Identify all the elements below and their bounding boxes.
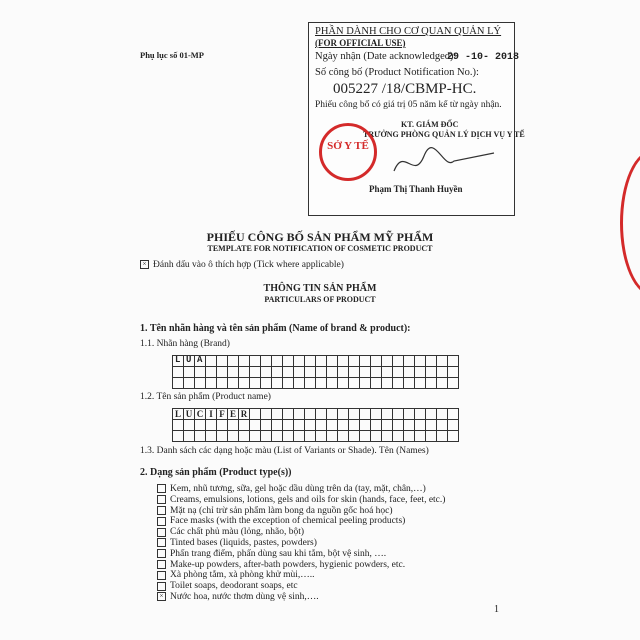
grid-cell[interactable] [382, 420, 393, 431]
grid-cell[interactable] [305, 409, 316, 420]
product-type-label: Creams, emulsions, lotions, gels and oils for skin (hands, face, feet, etc.) [170, 494, 446, 505]
grid-cell[interactable] [437, 431, 448, 442]
grid-cell[interactable] [371, 409, 382, 420]
brand-grid[interactable] [172, 355, 459, 389]
grid-cell[interactable] [415, 367, 426, 378]
grid-cell[interactable] [426, 367, 437, 378]
product-type-option[interactable] [157, 484, 426, 494]
grid-cell[interactable] [360, 420, 371, 431]
grid-cell[interactable] [426, 431, 437, 442]
page-title: PHIẾU CÔNG BỐ SẢN PHẨM MỸ PHẨM [206, 230, 434, 244]
grid-cell[interactable] [195, 420, 206, 431]
signer-title: KT. GIÁM ĐỐC [401, 120, 459, 129]
checkbox-icon: × [140, 260, 149, 269]
grid-cell[interactable] [261, 356, 272, 367]
grid-cell[interactable] [239, 431, 250, 442]
section-title: THÔNG TIN SẢN PHẨM [263, 283, 377, 294]
grid-cell[interactable] [316, 356, 327, 367]
grid-cell[interactable] [393, 367, 404, 378]
grid-cell[interactable] [382, 378, 393, 389]
variants-label: 1.3. Danh sách các dạng hoặc màu (List of Variants or Shade). Tên (Names) [140, 446, 429, 456]
grid-cell[interactable] [184, 378, 195, 389]
grid-cell[interactable] [349, 356, 360, 367]
grid-cell[interactable] [437, 378, 448, 389]
grid-cell[interactable] [217, 420, 228, 431]
grid-cell[interactable] [338, 420, 349, 431]
date-label: Ngày nhận (Date acknowledged): [315, 51, 457, 62]
product-type-label: Tinted bases (liquids, pastes, powders) [170, 538, 317, 548]
grid-cell[interactable] [371, 367, 382, 378]
product-type-label: Make-up powders, after-bath powders, hygienic powders, etc. [170, 559, 406, 570]
grid-cell[interactable] [239, 356, 250, 367]
checkbox-icon[interactable] [157, 528, 166, 537]
grid-cell[interactable] [327, 409, 338, 420]
grid-cell[interactable] [415, 356, 426, 367]
grid-cell[interactable] [184, 367, 195, 378]
grid-cell[interactable] [250, 356, 261, 367]
grid-cell[interactable] [261, 367, 272, 378]
grid-cell[interactable] [371, 356, 382, 367]
grid-cell[interactable] [349, 367, 360, 378]
grid-cell[interactable] [305, 420, 316, 431]
signer-name: Phạm Thị Thanh Huyền [369, 184, 463, 194]
grid-cell[interactable] [305, 431, 316, 442]
grid-cell[interactable] [316, 378, 327, 389]
grid-cell[interactable] [437, 409, 448, 420]
tick-note [140, 260, 344, 270]
grid-cell[interactable] [294, 420, 305, 431]
grid-cell[interactable] [404, 420, 415, 431]
grid-cell[interactable] [195, 367, 206, 378]
checkbox-icon[interactable] [157, 517, 166, 526]
grid-cell[interactable] [393, 420, 404, 431]
grid-cell[interactable] [426, 420, 437, 431]
grid-cell[interactable] [228, 356, 239, 367]
product-type-label: Xà phòng tắm, xà phòng khử mùi,….. [170, 570, 315, 581]
grid-cell[interactable]: L [173, 409, 184, 420]
grid-cell[interactable] [206, 431, 217, 442]
number-label: Số công bố (Product Notification No.): [315, 67, 479, 78]
official-stamp: SỞ Y TẾ [319, 123, 377, 181]
grid-cell[interactable] [382, 367, 393, 378]
official-heading: PHẦN DÀNH CHO CƠ QUAN QUẢN LÝ [315, 26, 502, 37]
grid-cell[interactable] [272, 431, 283, 442]
grid-cell[interactable] [294, 367, 305, 378]
grid-cell[interactable] [228, 378, 239, 389]
grid-cell[interactable] [448, 409, 459, 420]
validity-note: Phiếu công bố có giá trị 05 năm kể từ ngày nhận. [315, 100, 502, 110]
product-type-option[interactable] [157, 592, 319, 602]
grid-cell[interactable] [316, 431, 327, 442]
grid-cell[interactable] [404, 409, 415, 420]
grid-cell[interactable] [294, 356, 305, 367]
grid-cell[interactable] [217, 431, 228, 442]
grid-cell[interactable] [250, 367, 261, 378]
grid-cell[interactable] [283, 356, 294, 367]
checkbox-checked-icon[interactable]: × [157, 592, 166, 601]
checkbox-icon[interactable] [157, 571, 166, 580]
grid-cell[interactable] [360, 409, 371, 420]
grid-cell[interactable] [217, 378, 228, 389]
grid-cell[interactable] [294, 409, 305, 420]
grid-cell[interactable]: F [217, 409, 228, 420]
grid-cell[interactable] [206, 367, 217, 378]
grid-cell[interactable] [316, 409, 327, 420]
checkbox-icon[interactable] [157, 538, 166, 547]
product-type-option[interactable] [157, 570, 314, 580]
grid-cell[interactable] [382, 409, 393, 420]
grid-cell[interactable] [404, 378, 415, 389]
grid-cell[interactable] [305, 367, 316, 378]
grid-cell[interactable] [338, 367, 349, 378]
grid-cell[interactable] [415, 409, 426, 420]
grid-cell[interactable] [404, 431, 415, 442]
grid-cell[interactable] [250, 431, 261, 442]
grid-cell[interactable] [195, 378, 206, 389]
grid-cell[interactable] [250, 420, 261, 431]
grid-cell[interactable] [316, 420, 327, 431]
grid-cell[interactable] [437, 420, 448, 431]
grid-cell[interactable] [228, 420, 239, 431]
grid-cell[interactable] [261, 409, 272, 420]
product-name-grid[interactable] [172, 408, 459, 442]
date-value: 29 -10- 2018 [447, 52, 520, 63]
grid-cell[interactable] [184, 431, 195, 442]
grid-cell[interactable] [371, 378, 382, 389]
product-type-option[interactable] [157, 495, 445, 505]
grid-cell[interactable] [173, 378, 184, 389]
grid-cell[interactable] [283, 420, 294, 431]
grid-cell[interactable] [448, 378, 459, 389]
grid-cell[interactable] [371, 431, 382, 442]
product-type-label: Nước hoa, nước thơm dùng vệ sinh,…. [170, 592, 319, 602]
grid-cell[interactable] [404, 367, 415, 378]
grid-cell[interactable] [228, 431, 239, 442]
grid-cell[interactable]: U [184, 409, 195, 420]
grid-cell[interactable] [250, 378, 261, 389]
grid-cell[interactable] [360, 367, 371, 378]
grid-cell[interactable] [228, 367, 239, 378]
grid-cell[interactable] [239, 367, 250, 378]
grid-cell[interactable] [426, 409, 437, 420]
grid-cell[interactable] [294, 378, 305, 389]
page-number: 1 [494, 604, 499, 615]
official-use-box [308, 22, 525, 216]
product-type-option[interactable] [157, 560, 405, 570]
grid-cell[interactable] [272, 420, 283, 431]
grid-cell[interactable] [415, 431, 426, 442]
grid-cell[interactable] [338, 409, 349, 420]
grid-cell[interactable] [382, 431, 393, 442]
product-type-option[interactable] [157, 549, 386, 559]
brand-label: 1.1. Nhãn hàng (Brand) [140, 339, 230, 349]
grid-cell[interactable] [195, 431, 206, 442]
product-type-option[interactable] [157, 527, 304, 537]
grid-cell[interactable] [338, 378, 349, 389]
checkbox-icon[interactable] [157, 549, 166, 558]
grid-cell[interactable] [316, 367, 327, 378]
grid-cell[interactable] [349, 420, 360, 431]
grid-cell[interactable] [415, 378, 426, 389]
grid-cell[interactable] [393, 378, 404, 389]
grid-cell[interactable] [173, 420, 184, 431]
grid-cell[interactable] [283, 367, 294, 378]
grid-cell[interactable] [327, 356, 338, 367]
checkbox-icon[interactable] [157, 582, 166, 591]
grid-cell[interactable] [217, 356, 228, 367]
product-name-label: 1.2. Tên sản phẩm (Product name) [140, 392, 271, 402]
grid-cell[interactable] [437, 356, 448, 367]
grid-cell[interactable] [272, 367, 283, 378]
grid-cell[interactable] [448, 356, 459, 367]
brand-value: LUA [175, 355, 209, 365]
grid-cell[interactable] [360, 378, 371, 389]
grid-cell[interactable] [294, 431, 305, 442]
grid-cell[interactable] [338, 431, 349, 442]
grid-cell[interactable] [283, 378, 294, 389]
grid-cell[interactable] [272, 378, 283, 389]
grid-cell[interactable] [349, 431, 360, 442]
grid-cell[interactable] [426, 356, 437, 367]
product-type-label: Các chất phủ màu (lỏng, nhão, bột) [170, 527, 305, 538]
official-heading-en: (FOR OFFICIAL USE) [315, 38, 406, 48]
product-type-option[interactable] [157, 506, 393, 516]
product-type-heading: 2. Dạng sản phẩm (Product type(s)) [140, 467, 292, 478]
grid-cell[interactable] [437, 367, 448, 378]
signer-department: TRƯỞNG PHÒNG QUẢN LÝ DỊCH VỤ Y TẾ [363, 130, 525, 139]
grid-cell[interactable] [283, 431, 294, 442]
tick-note-text: Đánh dấu vào ô thích hợp (Tick where applicable) [153, 260, 344, 270]
grid-cell[interactable] [415, 420, 426, 431]
grid-cell[interactable] [261, 420, 272, 431]
number-value: 005227 /18/CBMP-HC. [333, 81, 477, 97]
grid-cell[interactable] [393, 431, 404, 442]
grid-cell[interactable]: R [239, 409, 250, 420]
grid-cell[interactable] [261, 378, 272, 389]
product-type-option[interactable] [157, 581, 298, 591]
grid-cell[interactable] [184, 420, 195, 431]
product-type-label: Phấn trang điểm, phấn dùng sau khi tắm, bột vệ sinh, …. [170, 548, 387, 559]
grid-cell[interactable] [448, 420, 459, 431]
checkbox-icon[interactable] [157, 484, 166, 493]
side-stamp [620, 150, 640, 296]
grid-cell[interactable] [338, 356, 349, 367]
grid-cell[interactable] [206, 420, 217, 431]
grid-cell[interactable] [327, 431, 338, 442]
grid-cell[interactable] [239, 378, 250, 389]
grid-cell[interactable] [448, 431, 459, 442]
grid-cell[interactable] [327, 378, 338, 389]
grid-cell[interactable] [305, 356, 316, 367]
checkbox-icon[interactable] [157, 560, 166, 569]
product-type-label: Toilet soaps, deodorant soaps, etc [170, 581, 298, 592]
grid-cell[interactable] [261, 431, 272, 442]
grid-cell[interactable] [239, 420, 250, 431]
grid-cell[interactable] [217, 367, 228, 378]
grid-cell[interactable] [426, 378, 437, 389]
grid-cell[interactable] [250, 409, 261, 420]
grid-cell[interactable] [327, 420, 338, 431]
grid-cell[interactable] [349, 378, 360, 389]
grid-cell[interactable] [272, 356, 283, 367]
grid-cell[interactable] [371, 420, 382, 431]
product-type-label: Kem, nhũ tương, sữa, gel hoặc dầu dùng trên da (tay, mặt, chân,…) [170, 484, 426, 494]
grid-cell[interactable] [173, 367, 184, 378]
grid-cell[interactable] [360, 431, 371, 442]
grid-cell[interactable] [382, 356, 393, 367]
product-type-label: Face masks (with the exception of chemical peeling products) [170, 516, 406, 527]
grid-cell[interactable] [360, 356, 371, 367]
grid-cell[interactable]: E [228, 409, 239, 420]
grid-cell[interactable] [349, 409, 360, 420]
grid-cell[interactable] [272, 409, 283, 420]
signature [389, 141, 499, 181]
grid-cell[interactable] [448, 367, 459, 378]
product-type-option[interactable] [157, 516, 405, 526]
brand-product-heading: 1. Tên nhãn hàng và tên sản phẩm (Name of brand & product): [140, 323, 411, 334]
grid-cell[interactable] [173, 431, 184, 442]
grid-cell[interactable] [393, 409, 404, 420]
grid-cell[interactable]: C [195, 409, 206, 420]
appendix-label: Phụ lục số 01-MP [140, 50, 204, 60]
grid-cell[interactable] [206, 378, 217, 389]
grid-cell[interactable] [283, 409, 294, 420]
checkbox-icon[interactable] [157, 495, 166, 504]
checkbox-icon[interactable] [157, 506, 166, 515]
grid-cell[interactable] [393, 356, 404, 367]
page-title-en: TEMPLATE FOR NOTIFICATION OF COSMETIC PRODUCT [207, 244, 433, 253]
product-type-label: Mặt nạ (chỉ trừ sản phẩm làm bong da nguồn gốc hoá học) [170, 505, 393, 516]
grid-cell[interactable] [305, 378, 316, 389]
grid-cell[interactable]: I [206, 409, 217, 420]
grid-cell[interactable] [327, 367, 338, 378]
section-title-en: PARTICULARS OF PRODUCT [264, 295, 376, 304]
product-type-option[interactable] [157, 538, 317, 548]
grid-cell[interactable] [404, 356, 415, 367]
